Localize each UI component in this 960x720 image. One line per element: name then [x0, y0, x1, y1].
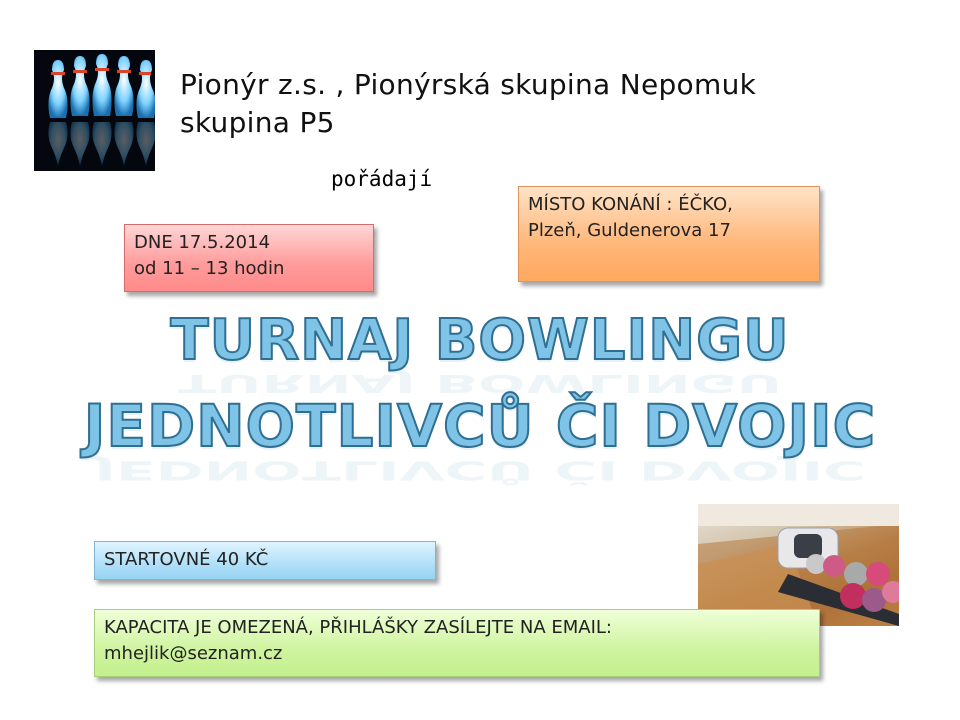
place-line-2: Plzeň, Guldenerova 17 — [528, 220, 731, 241]
email-link[interactable]: mhejlik@seznam.cz — [104, 643, 283, 664]
bowling-pins-icon — [34, 50, 155, 171]
bowling-lane-image — [698, 504, 899, 626]
title-line-1: TURNAJ BOWLINGU — [170, 308, 790, 373]
title-line-2: JEDNOTLIVCŮ ČI DVOJIC — [83, 392, 877, 460]
date-line: DNE 17.5.2014 — [134, 232, 271, 253]
organizer-line-2: skupina P5 — [180, 106, 335, 139]
capacity-text: KAPACITA JE OMEZENÁ, PŘIHLÁŠKY ZASÍLEJTE NA EMAIL: — [104, 617, 612, 638]
date-box — [124, 224, 374, 292]
place-line-1: MÍSTO KONÁNÍ : ÉČKO, — [528, 194, 733, 215]
fee-text: STARTOVNÉ 40 KČ — [104, 549, 269, 570]
organizer-text — [180, 66, 860, 142]
time-line: od 11 – 13 hodin — [134, 258, 285, 279]
bowling-ball-return-icon — [698, 504, 899, 626]
title-reflection-2: JEDNOTLIVCŮ ČI DVOJIC — [94, 455, 866, 486]
title-reflection-1: TURNAJ BOWLINGU — [177, 368, 783, 398]
place-box — [518, 186, 820, 282]
capacity-box — [94, 609, 820, 677]
organizer-line-1: Pionýr z.s. , Pionýrská skupina Nepomuk — [180, 68, 757, 101]
bowling-pins-image — [34, 50, 155, 171]
subheading: pořádají — [331, 167, 433, 191]
fee-box — [94, 541, 436, 580]
